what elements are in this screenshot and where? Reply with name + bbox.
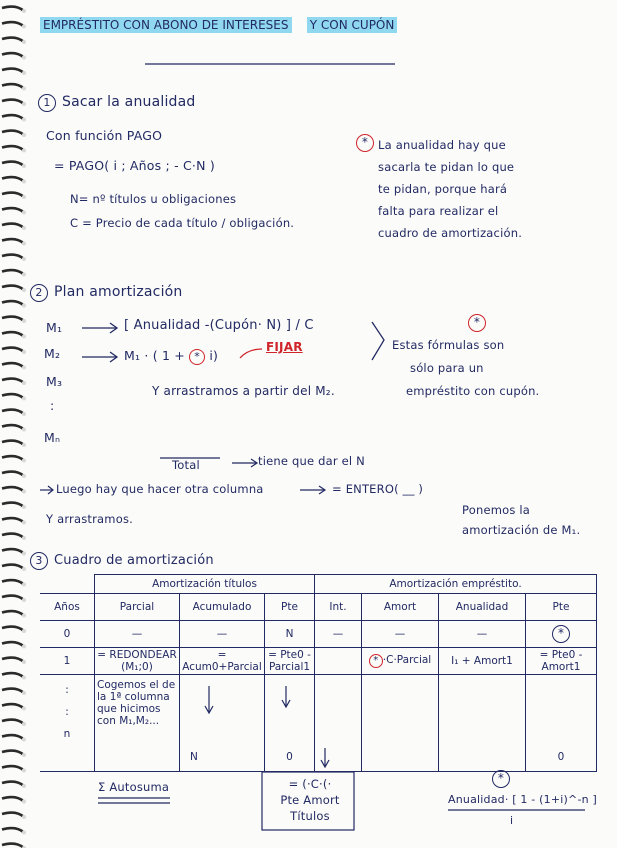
table-cell xyxy=(526,621,597,648)
m2-label: M₂ xyxy=(44,346,61,361)
table-cell: I₁ + Amort1 xyxy=(439,648,526,675)
table-cell xyxy=(362,648,439,675)
star-icon: * xyxy=(492,770,510,788)
section2-number: 2 xyxy=(30,284,48,302)
table-cell: 1 xyxy=(40,648,95,675)
table-cell: Cogemos el de la 1ª columna que hicimos con M₁,M₂... xyxy=(95,675,180,772)
header-cell: Pte xyxy=(526,594,597,621)
table-header-row xyxy=(40,594,597,621)
star-note-3 xyxy=(492,770,510,788)
m1-label: M₁ xyxy=(46,320,63,335)
table-cell xyxy=(315,648,362,675)
m2-formula-end: i) xyxy=(209,348,219,363)
section1-line1: Con función PAGO xyxy=(46,128,163,143)
table-cell: = REDONDEAR (M₁;0) xyxy=(95,648,180,675)
note-line: cuadro de amortización. xyxy=(378,226,523,240)
section3-number: 3 xyxy=(30,552,48,570)
note-line: La anualidad hay que xyxy=(378,138,506,152)
note-line: te pidan, porque hará xyxy=(378,182,508,196)
star-icon: * xyxy=(356,134,374,152)
dots: : xyxy=(65,706,69,718)
amortization-table xyxy=(40,574,597,772)
m1-formula: [ Anualidad -(Cupón· N) ] / C xyxy=(124,318,314,333)
note-line: Estas fórmulas son xyxy=(392,338,505,352)
header-cell: Acumulado xyxy=(180,594,265,621)
amort-formula: ·C·Parcial xyxy=(382,654,432,666)
title-highlighted: EMPRÉSTITO CON ABONO DE INTERESES xyxy=(40,17,292,33)
empty-cell xyxy=(40,575,95,594)
table-cell: = Pte0 - Parcial1 xyxy=(265,648,315,675)
table-cell: — xyxy=(315,621,362,648)
section1-heading-text: Sacar la anualidad xyxy=(62,94,196,110)
m2-formula xyxy=(124,348,218,365)
entero-formula: = ENTERO( __ ) xyxy=(332,482,424,496)
section1-formula: = PAGO( i ; Años ; - C·N ) xyxy=(54,158,215,173)
table-cell xyxy=(40,675,95,772)
drag-note: Y arrastramos a partir del M₂. xyxy=(152,384,335,398)
total-note: tiene que dar el N xyxy=(258,454,365,468)
group-titulos: Amortización títulos xyxy=(95,575,315,594)
note-line: sólo para un xyxy=(410,361,484,375)
table-cell xyxy=(315,675,362,772)
header-cell: Amort xyxy=(362,594,439,621)
table-cell: — xyxy=(180,621,265,648)
table-cell: 0 xyxy=(526,675,597,772)
star-icon: * xyxy=(468,314,486,332)
table-cell: = Acum0+Parcial xyxy=(180,648,265,675)
header-cell: Anualidad xyxy=(439,594,526,621)
star-note-2 xyxy=(468,314,486,332)
table-cell xyxy=(439,675,526,772)
row-n-label: n xyxy=(63,728,71,740)
title-rest: Y CON CUPÓN xyxy=(307,17,398,33)
autosuma-label: Σ Autosuma xyxy=(98,780,170,794)
header-cell: Int. xyxy=(315,594,362,621)
note-line: amortización de M₁. xyxy=(462,523,581,537)
note-line: sacarla te pidan lo que xyxy=(378,160,515,174)
m2-formula-start: M₁ · ( 1 + xyxy=(124,348,185,363)
bottom-formula-top: = (·C·(· xyxy=(288,777,332,791)
table-cell: N xyxy=(265,621,315,648)
dots: : xyxy=(65,684,69,696)
table-row xyxy=(40,648,597,675)
section2-heading xyxy=(30,284,183,302)
section1-note xyxy=(378,134,522,244)
fijar-label: FIJAR xyxy=(266,340,303,354)
page-title xyxy=(40,18,397,32)
bottom-formula-mid: Pte Amort xyxy=(280,793,340,807)
table-cell: — xyxy=(95,621,180,648)
total-label: Total xyxy=(172,458,200,472)
c-definition: C = Precio de cada título / obligación. xyxy=(70,216,295,230)
vertical-dots: : xyxy=(50,398,55,413)
star-note-1 xyxy=(356,134,374,152)
m3-label: M₃ xyxy=(46,374,63,389)
table-cell: = Pte0 - Amort1 xyxy=(526,648,597,675)
bottom-formula-box xyxy=(270,776,350,824)
group-emprestito: Amortización empréstito. xyxy=(315,575,597,594)
table-cell: 0 xyxy=(265,675,315,772)
section3-heading-text: Cuadro de amortización xyxy=(54,553,214,568)
entero-note xyxy=(462,500,580,540)
section2-note xyxy=(392,334,539,403)
table-cell: N xyxy=(180,675,265,772)
table-cell xyxy=(362,675,439,772)
table-cell: — xyxy=(439,621,526,648)
table-row xyxy=(40,675,597,772)
bottom-right-formula: Anualidad· [ 1 - (1+i)^-n ] xyxy=(448,793,597,806)
section2-heading-text: Plan amortización xyxy=(54,284,183,300)
bottom-formula-bot: Títulos xyxy=(290,809,330,823)
note-line: empréstito con cupón. xyxy=(406,384,540,398)
mn-label: Mₙ xyxy=(44,430,61,445)
table-cell: — xyxy=(362,621,439,648)
section1-number: 1 xyxy=(38,94,56,112)
table-cell: 0 xyxy=(40,621,95,648)
next-step-2: Y arrastramos. xyxy=(46,512,133,526)
section3-heading xyxy=(30,552,214,570)
bottom-right-denominator: i xyxy=(510,814,514,827)
table-row xyxy=(40,621,597,648)
note-line: Ponemos la xyxy=(462,503,531,517)
header-cell: Pte xyxy=(265,594,315,621)
star-icon: * xyxy=(552,625,570,643)
dollar-anchor-icon: * xyxy=(369,654,383,668)
dollar-anchor-icon: * xyxy=(189,349,205,365)
n-definition: N= nº títulos u obligaciones xyxy=(70,192,237,206)
table-group-row xyxy=(40,575,597,594)
header-cell: Parcial xyxy=(95,594,180,621)
note-line: falta para realizar el xyxy=(378,204,499,218)
header-cell: Años xyxy=(40,594,95,621)
next-step-1: Luego hay que hacer otra columna xyxy=(56,482,264,496)
section1-heading xyxy=(38,94,196,112)
